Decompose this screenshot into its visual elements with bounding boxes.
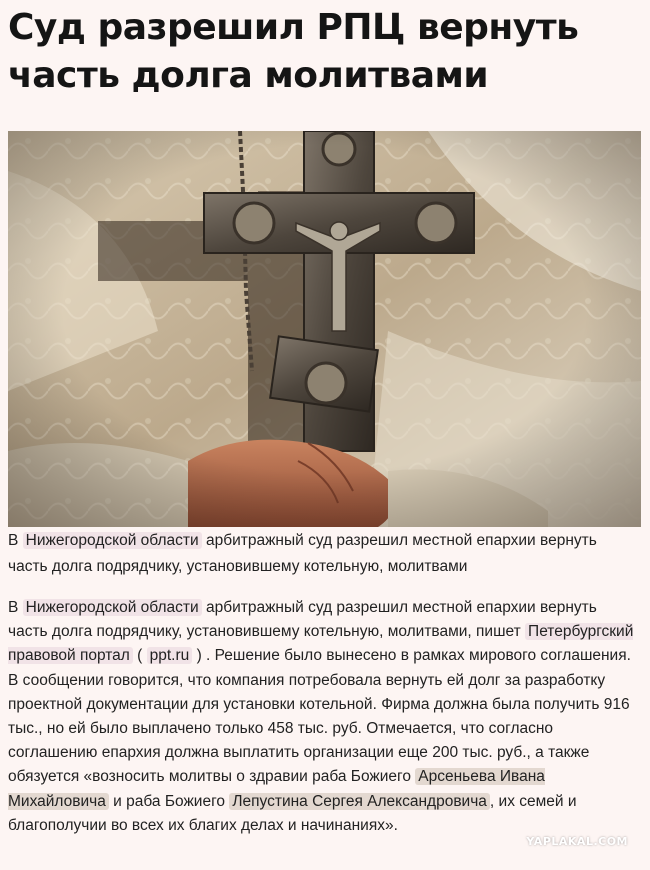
caption-text: В [8,532,23,549]
article-text: и раба Божиего [108,792,230,810]
caption-text: арбитражный суд разрешил местной епархии вернуть часть долга подрядчику, установившему котельную, молитвами [8,532,597,575]
region-link[interactable]: Нижегородской области [23,532,202,549]
site-link[interactable]: ppt.ru [147,647,193,664]
article-text: арбитражный суд разрешил местной епархии вернуть часть долга подрядчику, установившему котельную, молитвами, пишет [8,599,597,641]
article-photo [8,131,641,527]
article-text: ) . Решение было вынесено в рамках мирового соглашения. В сообщении говорится, что компания потребовала вернуть ей долг за разработку проектной документации для установки котельной. Фирма должна была получить 916 тыс., но ей было выплачено только 458 тыс. руб. Отмечается, что согласно соглашению епархия должна выплатить организации еще 200 тыс. руб., а также обязуется «возносить молитвы о здравии раба Божиего [8,647,631,786]
person-name-link[interactable]: Арсеньева Ивана Михайловича [8,768,545,810]
site-watermark: YAPLAKAL.COM [526,835,628,848]
article-text: ( [132,647,147,665]
article-text: В [8,599,23,616]
cross-photo-image [8,131,641,527]
portal-link[interactable]: Петербургский правовой портал [8,623,634,665]
person-name-link[interactable]: Лепустина Сергея Александровича [229,793,490,810]
article-headline: Суд разрешил РПЦ вернуть часть долга молитвами [8,7,579,96]
region-link[interactable]: Нижегородской области [23,599,202,616]
photo-caption [8,528,638,580]
article-body [8,596,640,838]
article-text: , их семей и благополучии во всех их благих делах и начинаниях». [8,792,577,834]
